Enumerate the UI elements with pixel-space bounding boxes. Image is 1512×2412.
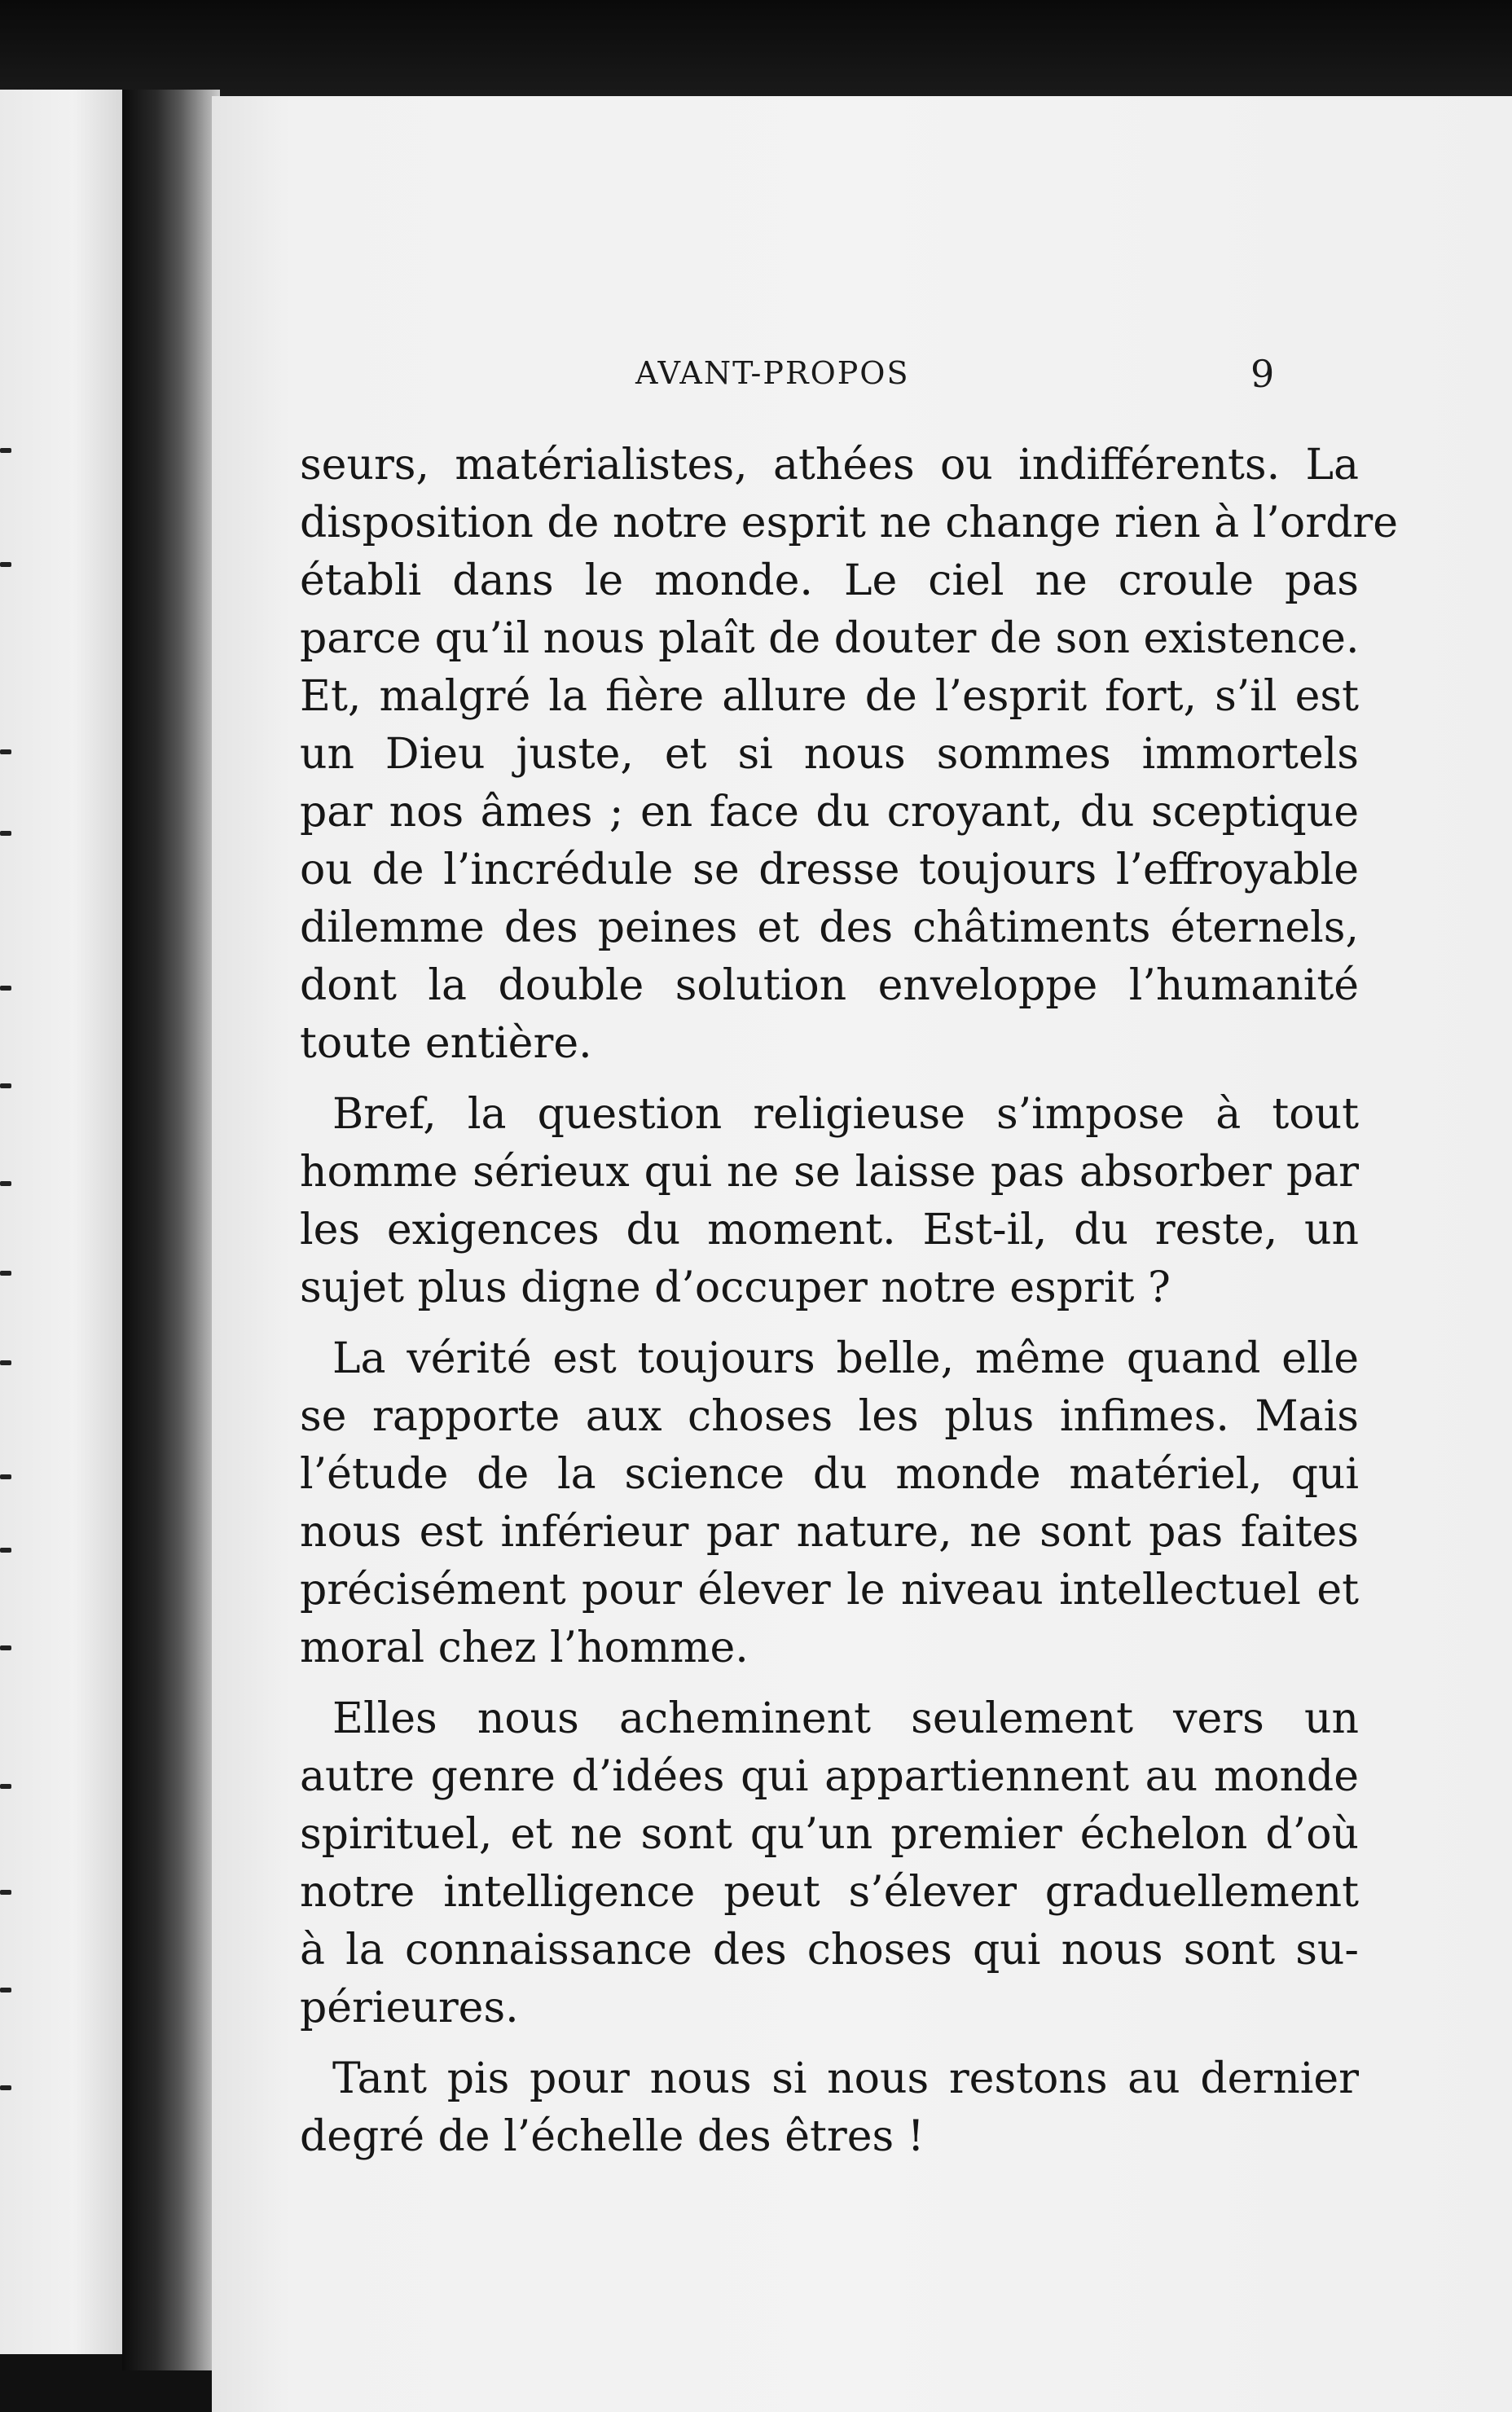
text-line: dont la double solution enveloppe l’humanité: [300, 961, 1359, 1010]
facing-page-mark: [0, 986, 11, 991]
text-line: homme sérieux qui ne se laisse pas absorber par: [300, 1148, 1359, 1197]
text-line: ou de l’incrédule se dresse toujours l’effroyable: [300, 846, 1359, 894]
facing-page-mark: [0, 562, 11, 567]
facing-page-mark: [0, 749, 11, 754]
text-line: nous est inférieur par nature, ne sont pas faites: [300, 1508, 1359, 1557]
text-line: périeures.: [300, 1984, 519, 2032]
body-text: [300, 437, 1399, 2166]
text-line: parce qu’il nous plaît de douter de son existence.: [300, 614, 1360, 663]
text-line: établi dans le monde. Le ciel ne croule pas: [300, 556, 1359, 605]
facing-page-mark: [0, 831, 11, 836]
facing-page-mark: [0, 2085, 11, 2090]
text-line: précisément pour élever le niveau intellectuel et: [300, 1566, 1359, 1615]
text-line: à la connaissance des choses qui nous sont su-: [300, 1926, 1359, 1975]
text-line: par nos âmes ; en face du croyant, du sceptique: [300, 788, 1359, 837]
facing-page-mark: [0, 1890, 11, 1895]
facing-page-mark: [0, 1181, 11, 1186]
text-line: Tant pis pour nous si nous restons au dernier: [332, 2054, 1359, 2103]
facing-page-edge: [0, 90, 122, 2354]
text-line: l’étude de la science du monde matériel, qui: [300, 1450, 1359, 1499]
paragraph-gap: [300, 1677, 1359, 1690]
paragraph-gap: [300, 1073, 1359, 1086]
book-page: [212, 96, 1512, 2412]
text-line: notre intelligence peut s’élever graduellement: [300, 1868, 1359, 1917]
facing-page-mark: [0, 1083, 11, 1088]
text-line: Bref, la question religieuse s’impose à tout: [332, 1090, 1359, 1139]
facing-page-mark: [0, 1271, 11, 1276]
facing-page-mark: [0, 448, 11, 453]
text-line: les exigences du moment. Est-il, du reste, un: [300, 1206, 1359, 1254]
text-line: disposition de notre esprit ne change rien à l’ordre: [300, 499, 1399, 547]
text-line: un Dieu juste, et si nous sommes immortels: [300, 730, 1359, 779]
text-line: Et, malgré la fière allure de l’esprit fort, s’il est: [300, 672, 1359, 721]
text-line: seurs, matérialistes, athées ou indifférents. La: [300, 441, 1359, 490]
facing-page-mark: [0, 1474, 11, 1479]
facing-page-mark: [0, 1645, 11, 1650]
paragraph-gap: [300, 2037, 1359, 2050]
text-line: dilemme des peines et des châtiments éternels,: [300, 903, 1359, 952]
text-line: Elles nous acheminent seulement vers un: [332, 1694, 1359, 1743]
text-line: La vérité est toujours belle, même quand elle: [332, 1334, 1359, 1383]
running-head: AVANT-PROPOS: [635, 355, 910, 391]
facing-page-mark: [0, 1360, 11, 1365]
text-line: sujet plus digne d’occuper notre esprit ?: [300, 1263, 1171, 1312]
facing-page-mark: [0, 1784, 11, 1789]
text-line: se rapporte aux choses les plus infimes. Mais: [300, 1392, 1359, 1441]
text-line: autre genre d’idées qui appartiennent au monde: [300, 1752, 1359, 1801]
facing-page-mark: [0, 1988, 11, 1992]
binding-gutter: [122, 90, 220, 2370]
text-line: moral chez l’homme.: [300, 1623, 749, 1672]
text-line: toute entière.: [300, 1019, 592, 1068]
text-line: degré de l’échelle des êtres !: [300, 2112, 925, 2161]
paragraph-gap: [300, 1317, 1359, 1330]
text-line: spirituel, et ne sont qu’un premier échelon d’où: [300, 1810, 1359, 1859]
scanner-background: [0, 0, 1512, 98]
page-number: 9: [1250, 352, 1275, 396]
facing-page-mark: [0, 1548, 11, 1553]
